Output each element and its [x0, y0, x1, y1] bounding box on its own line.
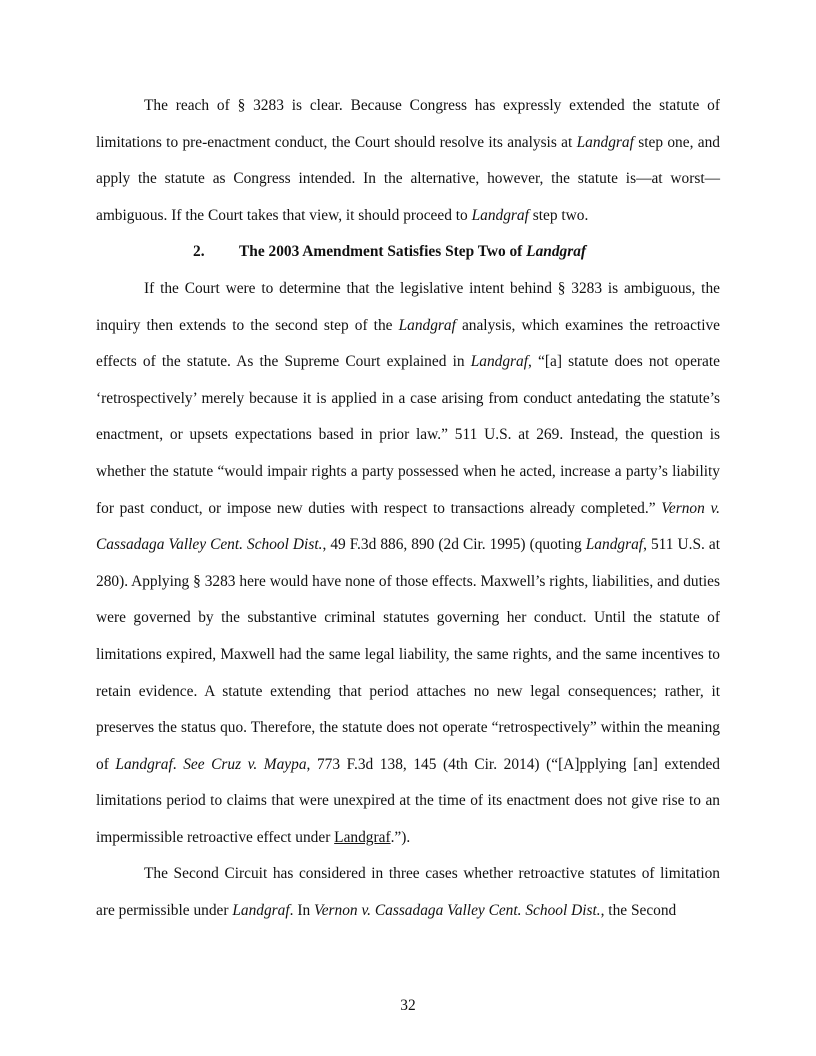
case-name-italic: Landgraf: [585, 536, 644, 554]
text-run: , “[a] statute does not operate ‘retrospectively’ merely because it is applied in a case arising from conduct antedating the statute’s enactment, or upsets expectations based in prior law.” 511 U.S. at 269. Instead, the question is whether the statute “would impair rights a party possessed when he acted, increase a party’s liability for past conduct, or impose new duties with respect to transactions already completed.”: [96, 353, 720, 517]
text-run: The reach of § 3283 is clear. Because Congress has expressly extended the statute of limitations to pre-enactment conduct, the Court should resolve its analysis at: [96, 97, 720, 151]
text-run: .: [172, 755, 184, 773]
paragraph-reach-of-3283: [96, 88, 720, 234]
section-number: 2.: [193, 243, 205, 261]
case-name-italic: Landgraf: [398, 316, 456, 334]
document-body: [96, 88, 720, 930]
paragraph-second-circuit: [96, 856, 720, 929]
text-run: analysis, which examines the retroactive effects of the statute. As the Supreme Court explained in: [96, 316, 721, 371]
case-name-italic: Landgraf: [576, 133, 634, 151]
text-run: step two.: [528, 206, 589, 224]
text-run: , 773 F.3d 138, 145 (4th Cir. 2014) (“[A]pplying [an] extended limitations period to claims that were unexpired at the time of its enactment does not give rise to an impermissible retroactive effect under: [96, 755, 720, 846]
case-name-italic: Landgraf: [232, 902, 290, 920]
text-run: , 49 F.3d 886, 890 (2d Cir. 1995) (quoting: [322, 536, 586, 554]
case-name-italic: Landgraf: [470, 353, 529, 371]
text-run: , 511 U.S. at 280). Applying § 3283 here would have none of those effects. Maxwell’s rights, liabilities, and duties were governed by the substantive criminal statutes governing her conduct. Until the statute of limitations expired, Maxwell had the same legal liability, the same rights, and the same incentives to retain evidence. A statute extending that period attaches no new legal consequences; rather, it preserves the status quo. Therefore, the statute does not operate “retrospectively” within the meaning of: [96, 536, 720, 773]
section-title-italic: Landgraf: [526, 243, 587, 261]
case-name-underlined: Landgraf: [334, 828, 391, 846]
case-name-italic: Landgraf: [115, 755, 173, 773]
text-run: step one, and apply the statute as Congress intended. In the alternative, however, the statute is—at worst—ambiguous. If the Court takes that view, it should proceed to: [96, 133, 720, 224]
text-run: .”).: [390, 828, 411, 846]
paragraph-step-two-analysis: [96, 271, 720, 857]
section-title: The 2003 Amendment Satisfies Step Two of: [239, 243, 527, 261]
text-run: , the Second: [600, 902, 677, 920]
text-run: If the Court were to determine that the legislative intent behind § 3283 is ambiguous, the inquiry then extends to the second step of the: [96, 279, 720, 334]
case-name-italic: Vernon v. Cassadaga Valley Cent. School Dist.: [96, 499, 721, 554]
section-heading: [96, 234, 720, 271]
page-number: 32: [400, 997, 416, 1014]
text-run: The Second Circuit has considered in three cases whether retroactive statutes of limitation are permissible under: [96, 865, 720, 920]
case-name-italic: Vernon v. Cassadaga Valley Cent. School Dist.: [314, 902, 601, 920]
case-name-italic: See Cruz v. Maypa: [183, 755, 307, 773]
text-run: . In: [289, 902, 315, 920]
case-name-italic: Landgraf: [471, 206, 529, 224]
